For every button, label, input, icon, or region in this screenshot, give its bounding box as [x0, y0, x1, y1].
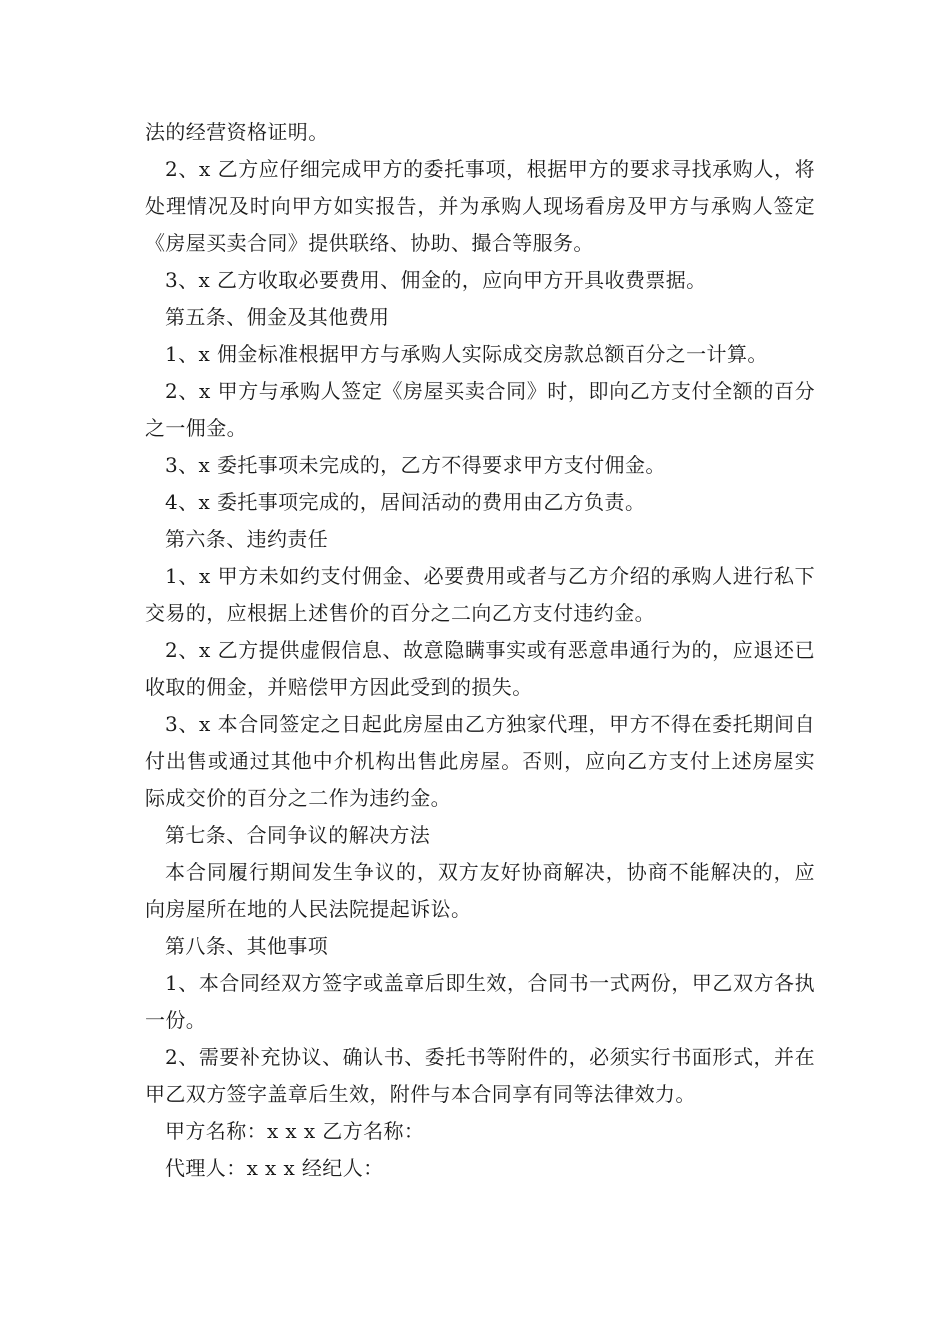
paragraph-art6-item2: 2、x 乙方提供虚假信息、故意隐瞒事实或有恶意串通行为的，应退还已收取的佣金，并赔偿甲方因此受到的损失。	[145, 638, 815, 699]
paragraph-art5-item3: 3、x 委托事项未完成的，乙方不得要求甲方支付佣金。	[165, 453, 666, 477]
paragraph-art8-item2: 2、需要补充协议、确认书、委托书等附件的，必须实行书面形式，并在甲乙双方签字盖章后生效，附件与本合同享有同等法律效力。	[145, 1045, 815, 1106]
signature-agents: 代理人：x x x 经纪人：	[165, 1156, 384, 1180]
paragraph-art4-item3: 3、x 乙方收取必要费用、佣金的，应向甲方开具收费票据。	[165, 268, 707, 292]
paragraph-art6-item1: 1、x 甲方未如约支付佣金、必要费用或者与乙方介绍的承购人进行私下交易的，应根据上述售价的百分之二向乙方支付违约金。	[145, 564, 815, 625]
signature-party-names: 甲方名称：x x x 乙方名称：	[165, 1119, 425, 1143]
heading-article-5: 第五条、佣金及其他费用	[165, 305, 390, 329]
document-body	[145, 114, 815, 1187]
heading-article-8: 第八条、其他事项	[165, 934, 329, 958]
paragraph-art5-item2: 2、x 甲方与承购人签定《房屋买卖合同》时，即向乙方支付全额的百分之一佣金。	[145, 379, 815, 440]
paragraph-art4-item2: 2、x 乙方应仔细完成甲方的委托事项，根据甲方的要求寻找承购人，将处理情况及时向甲方如实报告，并为承购人现场看房及甲方与承购人签定《房屋买卖合同》提供联络、协助、撮合等服务。	[145, 157, 815, 255]
paragraph-art5-item1: 1、x 佣金标准根据甲方与承购人实际成交房款总额百分之一计算。	[165, 342, 768, 366]
paragraph-qualification-end: 法的经营资格证明。	[145, 120, 329, 144]
paragraph-art6-item3: 3、x 本合同签定之日起此房屋由乙方独家代理，甲方不得在委托期间自付出售或通过其他中介机构出售此房屋。否则，应向乙方支付上述房屋实际成交价的百分之二作为违约金。	[145, 712, 815, 810]
paragraph-art8-item1: 1、本合同经双方签字或盖章后即生效，合同书一式两份，甲乙双方各执一份。	[145, 971, 815, 1032]
paragraph-art7-body: 本合同履行期间发生争议的，双方友好协商解决，协商不能解决的，应向房屋所在地的人民法院提起诉讼。	[145, 860, 815, 921]
heading-article-7: 第七条、合同争议的解决方法	[165, 823, 431, 847]
paragraph-art5-item4: 4、x 委托事项完成的，居间活动的费用由乙方负责。	[165, 490, 646, 514]
heading-article-6: 第六条、违约责任	[165, 527, 329, 551]
